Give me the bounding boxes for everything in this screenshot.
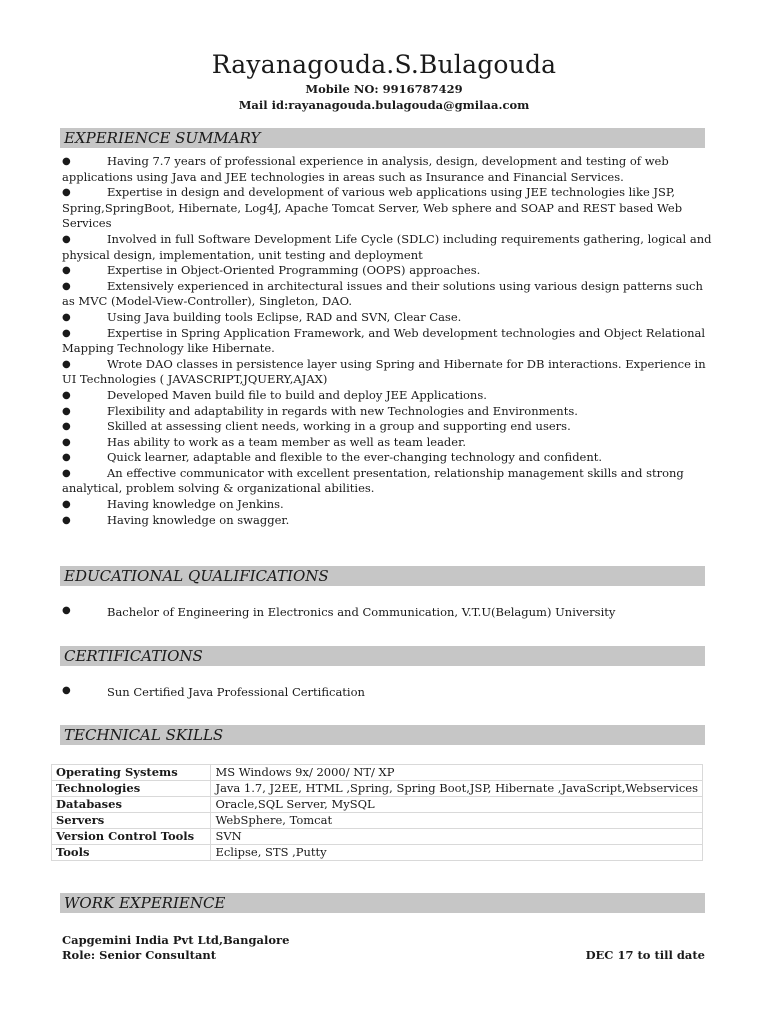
summary-item-text: Involved in full Software Development Life Cycle (SDLC) including requirements gathering, logical and physical design, implementation, unit testing and deployment xyxy=(62,231,712,262)
summary-item-text: Quick learner, adaptable and flexible to the ever-changing technology and confident. xyxy=(107,450,603,465)
bullet-icon: ● xyxy=(62,327,71,339)
bullet-icon: ● xyxy=(62,421,71,433)
summary-item xyxy=(62,388,712,404)
company-name: Capgemini India Pvt Ltd,Bangalore xyxy=(62,933,290,947)
bullet-icon: ● xyxy=(62,436,71,448)
summary-item-text: Extensively experienced in architectural issues and their solutions using various design patterns such as MVC (Model-View-Controller), Singleton, DAO. xyxy=(62,278,703,309)
summary-item xyxy=(62,513,712,529)
summary-item-text: Developed Maven build file to build and deploy JEE Applications. xyxy=(107,387,487,402)
summary-item xyxy=(62,326,712,357)
summary-item xyxy=(62,497,712,513)
mobile-number: Mobile NO: 9916787429 xyxy=(305,82,463,96)
bullet-icon: ● xyxy=(62,187,71,199)
bullet-icon: ● xyxy=(62,311,71,323)
summary-item xyxy=(62,232,712,263)
summary-item xyxy=(62,466,712,497)
skill-value: Eclipse, STS ,Putty xyxy=(211,845,703,861)
summary-item xyxy=(62,357,712,388)
email-address: Mail id:rayanagouda.bulagouda@gmilaa.com xyxy=(238,98,530,112)
bullet-icon: ● xyxy=(62,685,71,696)
technical-skills-heading: TECHNICAL SKILLS xyxy=(60,725,705,745)
bullet-icon: ● xyxy=(62,405,71,417)
skill-category: Servers xyxy=(52,813,211,829)
summary-item xyxy=(62,185,712,232)
table-row xyxy=(52,797,703,813)
table-row xyxy=(52,781,703,797)
job-role: Role: Senior Consultant xyxy=(62,948,217,962)
bullet-icon: ● xyxy=(62,605,71,616)
summary-item-text: Having knowledge on Jenkins. xyxy=(107,497,284,512)
bullet-icon: ● xyxy=(62,467,71,479)
certifications-heading: CERTIFICATIONS xyxy=(60,646,705,666)
summary-item xyxy=(62,263,712,279)
skill-category: Version Control Tools xyxy=(52,829,211,845)
bullet-icon: ● xyxy=(62,156,71,167)
skill-category: Technologies xyxy=(52,781,211,797)
bullet-icon: ● xyxy=(62,358,71,370)
summary-item-text: Expertise in Object-Oriented Programming (OOPS) approaches. xyxy=(107,263,481,278)
job-dates: DEC 17 to till date xyxy=(585,948,705,962)
work-experience-heading: WORK EXPERIENCE xyxy=(60,893,705,913)
table-row xyxy=(52,765,703,781)
bullet-icon: ● xyxy=(62,280,71,292)
summary-item-text: Expertise in Spring Application Framework, and Web development technologies and Object Relational Mapping Technology like Hibernate. xyxy=(62,325,706,356)
summary-item xyxy=(62,279,712,310)
education-heading: EDUCATIONAL QUALIFICATIONS xyxy=(60,566,705,586)
summary-item-text: Skilled at assessing client needs, working in a group and supporting end users. xyxy=(107,419,571,434)
skill-category: Operating Systems xyxy=(52,765,211,781)
summary-item-text: Having 7.7 years of professional experience in analysis, design, development and testing of web applications using Java and JEE technologies in areas such as Insurance and Financial Services. xyxy=(62,154,669,184)
summary-item-text: Using Java building tools Eclipse, RAD and SVN, Clear Case. xyxy=(107,309,462,324)
summary-item xyxy=(62,419,712,435)
summary-item xyxy=(62,310,712,326)
summary-item-text: Flexibility and adaptability in regards with new Technologies and Environments. xyxy=(107,403,578,418)
summary-item xyxy=(62,450,712,466)
bullet-icon: ● xyxy=(62,514,71,526)
summary-item-text: An effective communicator with excellent presentation, relationship management skills and strong analytical, problem solving & organizational abilities. xyxy=(62,465,684,496)
skill-category: Tools xyxy=(52,845,211,861)
skill-category: Databases xyxy=(52,797,211,813)
bullet-icon: ● xyxy=(62,265,71,277)
bullet-icon: ● xyxy=(62,452,71,464)
table-row xyxy=(52,813,703,829)
skill-value: Oracle,SQL Server, MySQL xyxy=(211,797,703,813)
skill-value: WebSphere, Tomcat xyxy=(211,813,703,829)
summary-item xyxy=(62,435,712,451)
experience-summary-list xyxy=(62,154,712,528)
summary-item-text: Has ability to work as a team member as well as team leader. xyxy=(107,434,466,449)
skill-value: SVN xyxy=(211,829,703,845)
summary-item xyxy=(62,404,712,420)
candidate-name: Rayanagouda.S.Bulagouda xyxy=(211,50,557,79)
experience-summary-heading: EXPERIENCE SUMMARY xyxy=(60,128,705,148)
summary-item-text: Expertise in design and development of various web applications using JEE technologies like JSP, Spring,SpringBoot, Hibernate, Log4J, Apache Tomcat Server, Web sphere and SOAP and REST based Web Services xyxy=(62,185,683,231)
table-row xyxy=(52,845,703,861)
summary-item xyxy=(62,154,712,185)
summary-item-text: Wrote DAO classes in persistence layer using Spring and Hibernate for DB interactions. Experience in UI Technologies ( JAVASCRIPT,JQUERY,AJAX) xyxy=(62,356,706,387)
skill-value: Java 1.7, J2EE, HTML ,Spring, Spring Boot,JSP, Hibernate ,JavaScript,Webservices xyxy=(211,781,703,797)
bullet-icon: ● xyxy=(62,499,71,511)
technical-skills-table xyxy=(51,764,703,861)
skill-value: MS Windows 9x/ 2000/ NT/ XP xyxy=(211,765,703,781)
bullet-icon: ● xyxy=(62,233,71,245)
education-text: Bachelor of Engineering in Electronics and Communication, V.T.U(Belagum) University xyxy=(107,605,616,619)
bullet-icon: ● xyxy=(62,389,71,401)
table-row xyxy=(52,829,703,845)
summary-item-text: Having knowledge on swagger. xyxy=(107,512,290,527)
certification-text: Sun Certified Java Professional Certification xyxy=(107,685,365,699)
